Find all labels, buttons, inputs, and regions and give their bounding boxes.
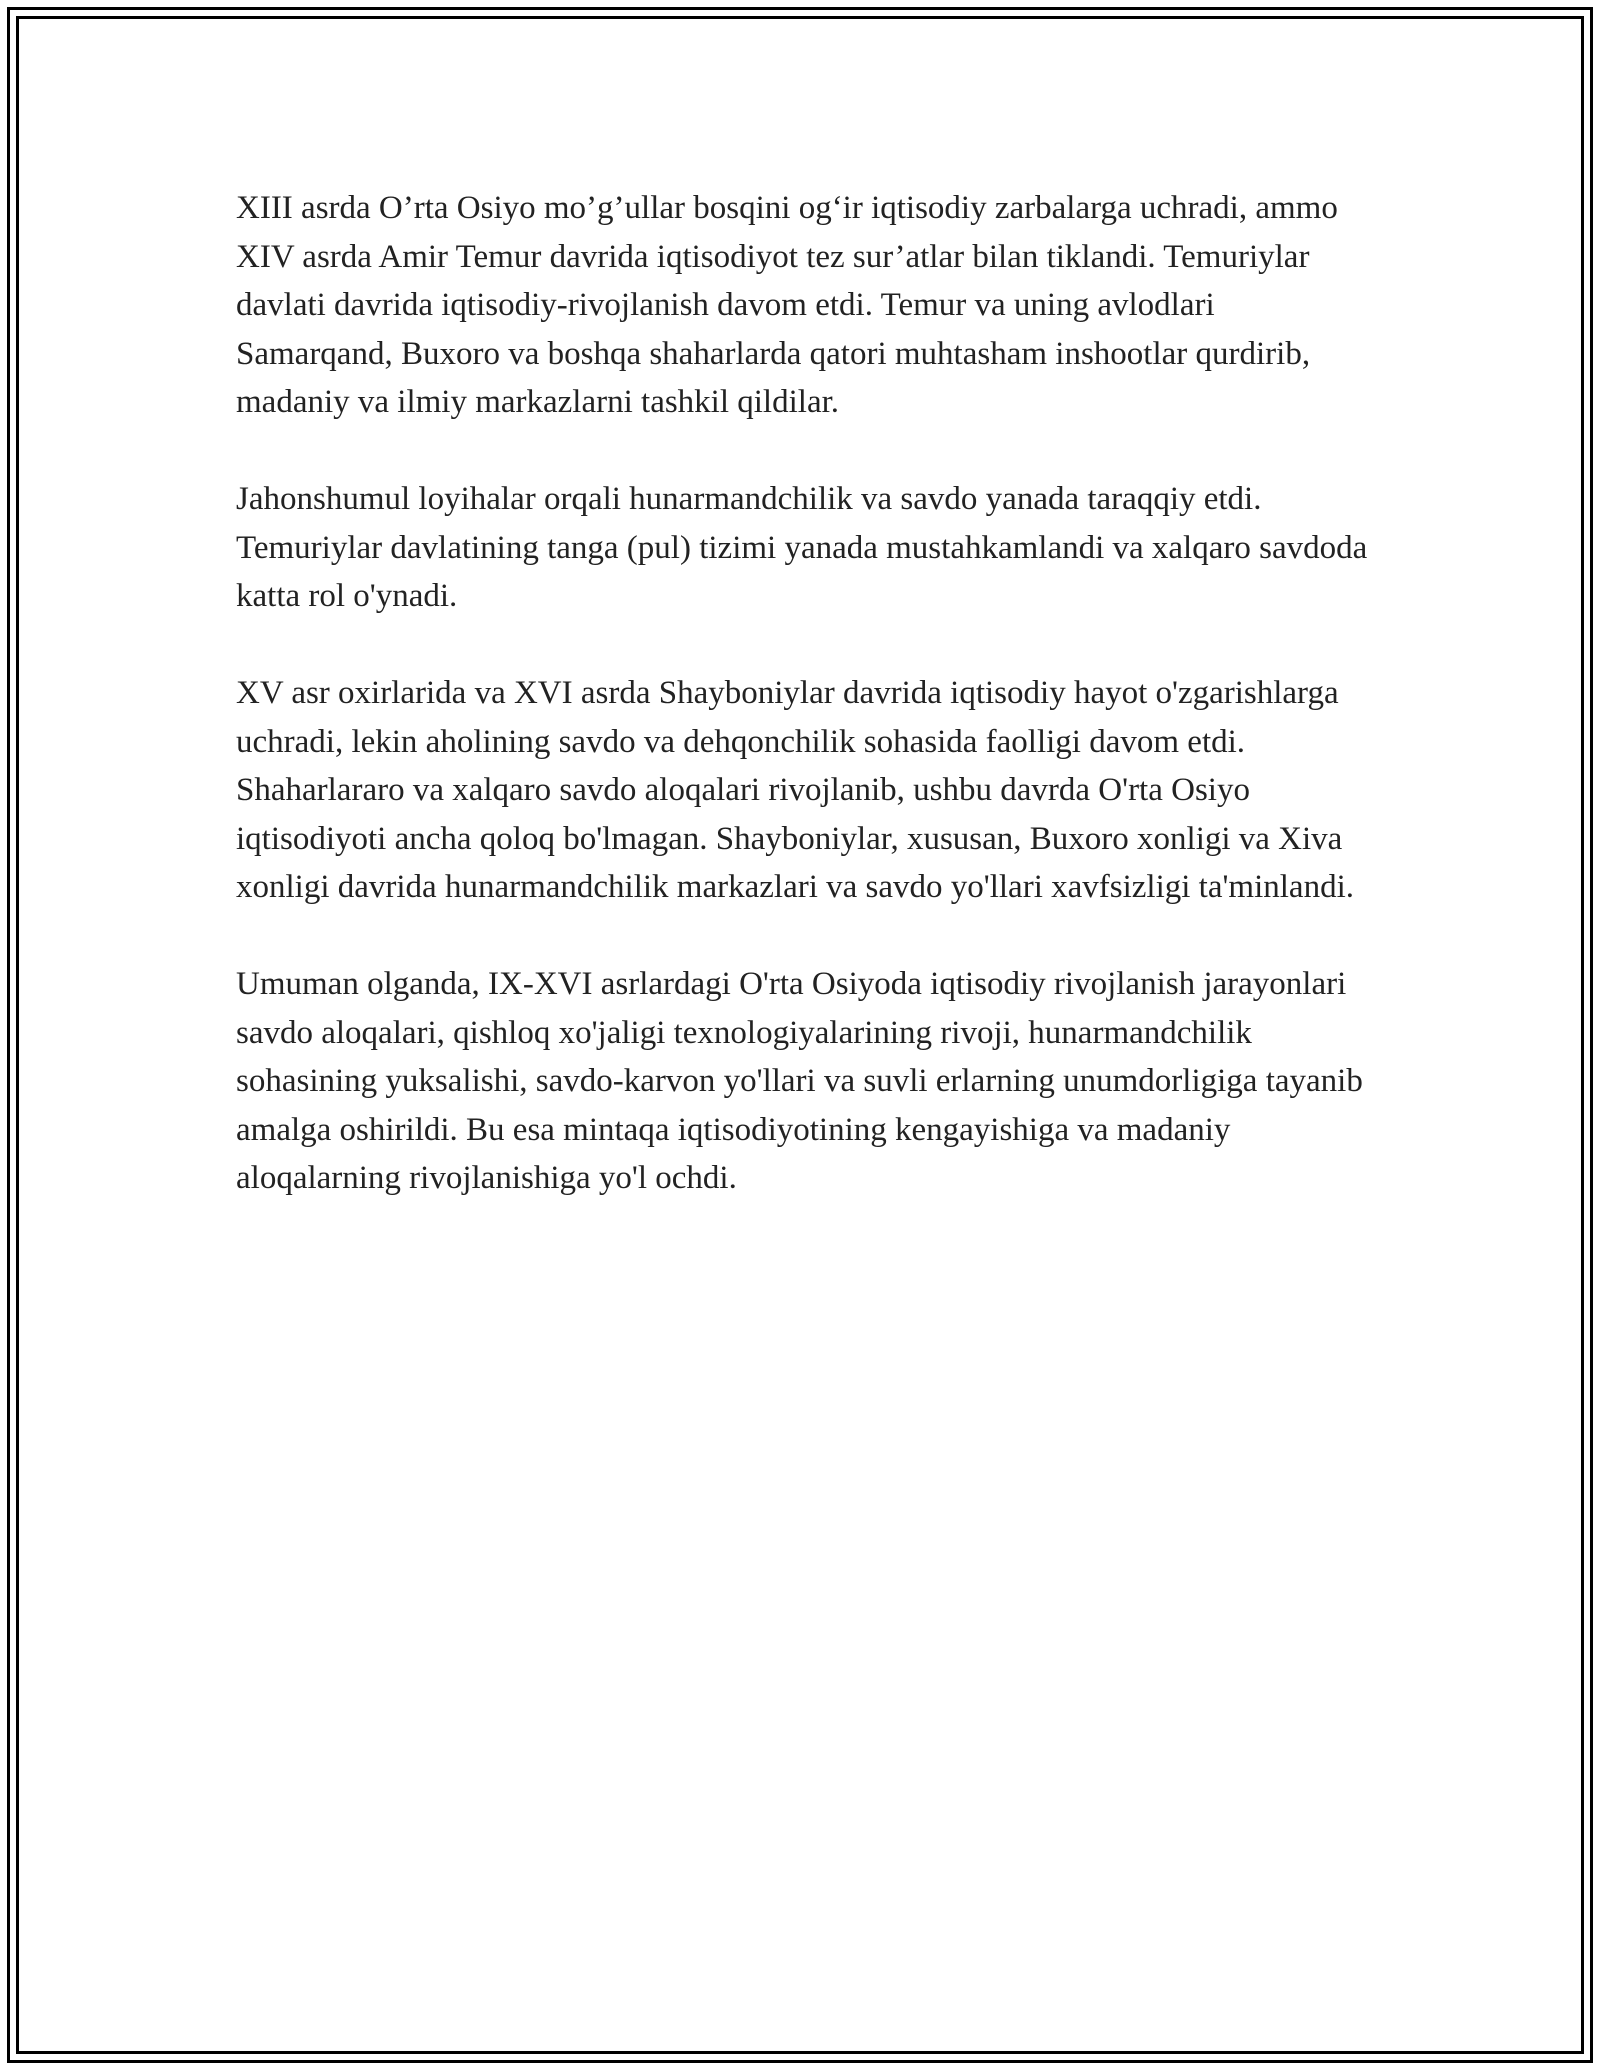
- paragraph-4: Umuman olganda, IX-XVI asrlardagi O'rta Osiyoda iqtisodiy rivojlanish jarayonlari savdo aloqalari, qishloq xo'jaligi texnologiyalarining rivoji, hunarmandchilik sohasining yuksalishi, savdo-karvon yo'llari va suvli erlarning unumdorligiga tayanib amalga oshirildi. Bu esa mintaqa iqtisodiyotining kengayishiga va madaniy aloqalarning rivojlanishiga yo'l ochdi.: [236, 966, 1363, 1196]
- paragraph-3: XV asr oxirlarida va XVI asrda Shayboniylar davrida iqtisodiy hayot o'zgarishlarga uchradi, lekin aholining savdo va dehqonchilik sohasida faolligi davom etdi. Shaharlararo va xalqaro savdo aloqalari rivojlanib, ushbu davrda O'rta Osiyo iqtisodiyoti ancha qoloq bo'lmagan. Shayboniylar, xususan, Buxoro xonligi va Xiva xonligi davrida hunarmandchilik markazlari va savdo yo'llari xavfsizligi ta'minlandi.: [236, 675, 1354, 905]
- document-body: [236, 184, 1376, 1251]
- paragraph-2: Jahonshumul loyihalar orqali hunarmandchilik va savdo yanada taraqqiy etdi. Temuriylar davlatining tanga (pul) tizimi yanada mustahkamlandi va xalqaro savdoda katta rol o'ynadi.: [236, 481, 1368, 614]
- paragraph-1: XIII asrda O’rta Osiyo mo’g’ullar bosqini og‘ir iqtisodiy zarbalarga uchradi, ammo XIV asrda Amir Temur davrida iqtisodiyot tez sur’atlar bilan tiklandi. Temuriylar davlati davrida iqtisodiy-rivojlanish davom etdi. Temur va uning avlodlari Samarqand, Buxoro va boshqa shaharlarda qatori muhtasham inshootlar qurdirib, madaniy va ilmiy markazlarni tashkil qildilar.: [236, 190, 1338, 420]
